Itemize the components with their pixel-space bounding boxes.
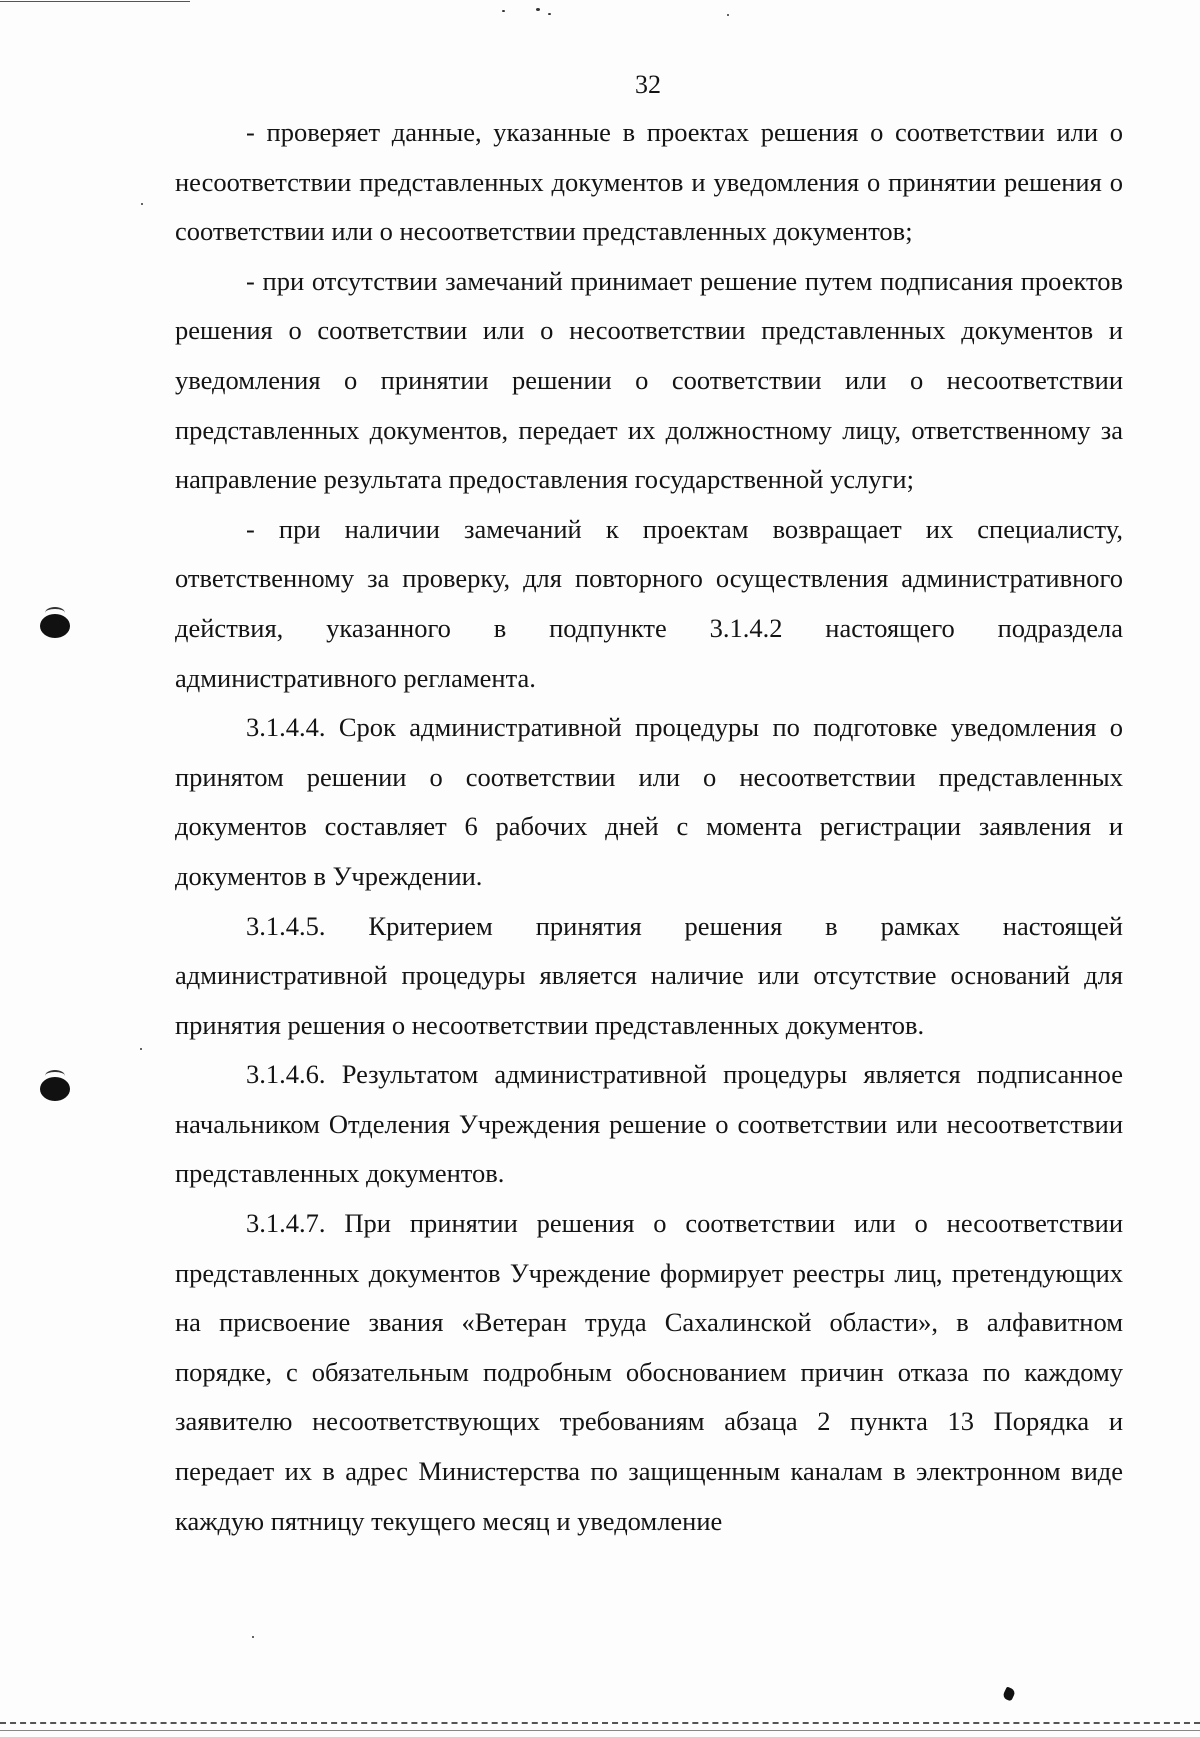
scan-speck <box>548 13 551 15</box>
document-body <box>175 108 1123 1546</box>
paragraph-3-1-4-6: 3.1.4.6. Результатом административной процедуры является подписанное начальником Отделения Учреждения решение о соответствии или несоответствии представленных документов. <box>175 1059 1123 1189</box>
paragraph-no-remarks: - при отсутствии замечаний принимает решение путем подписания проектов решения о соответствии или о несоответствии представленных документов и уведомления о принятии решении о соответствии или о несоответствии представленных документов, передает их должностному лицу, ответственному за направление результата предоставления государственной услуги; <box>175 265 1123 495</box>
paragraph-3-1-4-7: 3.1.4.7. При принятии решения о соответствии или о несоответствии представленных документов Учреждение формирует реестры лиц, претендующих на присвоение звания «Ветеран труда Сахалинской области», в алфавитном порядке, с обязательным подробным обоснованием причин отказа по каждому заявителю несоответствующих требованиям абзаца 2 пункта 13 Порядка и передает их в адрес Министерства по защищенным каналам в электронном виде каждую пятницу текущего месяц и уведомление <box>175 1208 1123 1536</box>
scan-mark <box>1002 1686 1016 1701</box>
binder-hole-icon <box>40 614 70 638</box>
scan-edge-bottom <box>0 1730 1200 1731</box>
scan-speck <box>141 203 143 205</box>
scan-speck <box>502 10 505 12</box>
scan-speck <box>252 1636 254 1638</box>
page-number: 32 <box>635 70 661 99</box>
scan-edge-bottom <box>0 1722 1200 1724</box>
binder-hole-icon <box>40 1077 70 1101</box>
paragraph-with-remarks: - при наличии замечаний к проектам возвращает их специалисту, ответственному за проверку, для повторного осуществления административного действия, указанного в подпункте 3.1.4.2 настоящего подраздела административного регламента. <box>175 513 1123 693</box>
paragraph-check-data: - проверяет данные, указанные в проектах решения о соответствии или о несоответствии представленных документов и уведомления о принятии решения о соответствии или о несоответствии представленных документов; <box>175 117 1123 247</box>
scan-speck <box>140 1048 142 1050</box>
scan-speck <box>536 8 540 11</box>
scan-edge-top <box>0 1 190 2</box>
paragraph-3-1-4-5: 3.1.4.5. Критерием принятия решения в рамках настоящей административной процедуры является наличие или отсутствие оснований для принятия решения о несоответствии представленных документов. <box>175 910 1123 1040</box>
paragraph-3-1-4-4: 3.1.4.4. Срок административной процедуры по подготовке уведомления о принятом решении о соответствии или о несоответствии представленных документов составляет 6 рабочих дней с момента регистрации заявления и документов в Учреждении. <box>175 712 1123 891</box>
scan-speck <box>727 14 729 16</box>
